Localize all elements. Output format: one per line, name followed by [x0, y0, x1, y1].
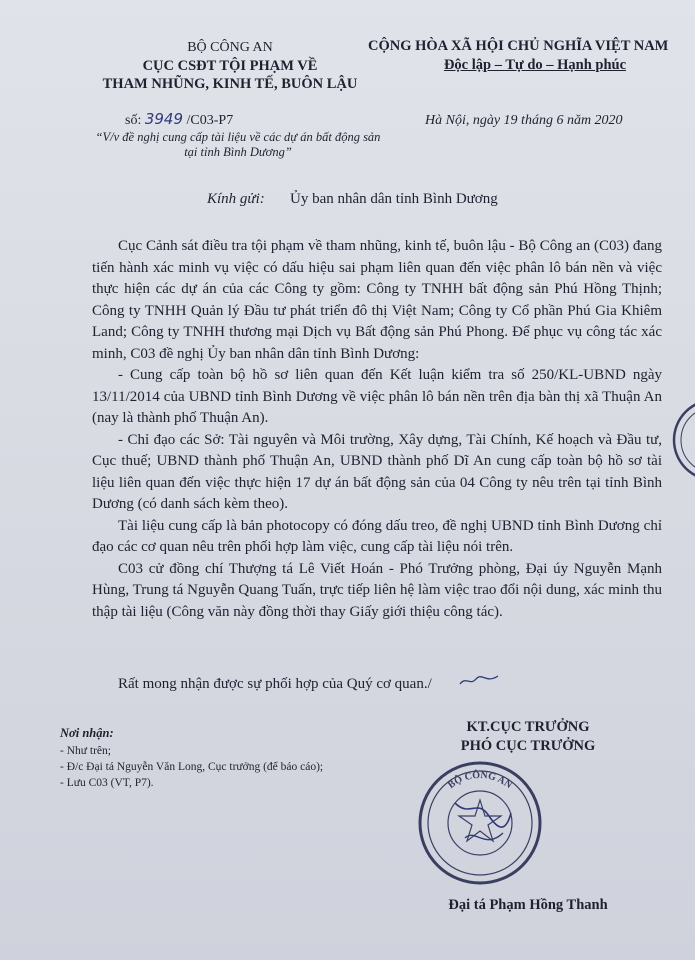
doc-number-handwritten: 3949	[144, 110, 184, 128]
body-paragraph-2: - Cung cấp toàn bộ hồ sơ liên quan đến Kết luận kiểm tra số 250/KL-UBND ngày 13/11/2014 của UBND tỉnh Bình Dương về việc phân lô bán nền trên địa bàn thị xã Thuận An (nay là thành phố Thuận An).	[92, 367, 662, 426]
partial-side-seal	[672, 395, 695, 485]
recipient-item: - Đ/c Đại tá Nguyễn Văn Long, Cục trưởng (để báo cáo);	[60, 761, 324, 773]
department-name-line2: THAM NHŨNG, KINH TẾ, BUÔN LẬU	[102, 76, 358, 92]
body-paragraph-5: C03 cử đồng chí Thượng tá Lê Viết Hoán - Phó Trưởng phòng, Đại úy Nguyễn Mạnh Hùng, Trung tá Nguyễn Quang Tuấn, trực tiếp liên hệ làm việc trao đổi nội dung, xác minh thu thập tài liệu (Công văn này đồng thời thay Giấy giới thiệu công tác).	[92, 560, 662, 620]
document-number	[125, 110, 233, 129]
recipient-item: - Như trên;	[60, 745, 111, 757]
signer-title-line1: KT.CỤC TRƯỞNG	[466, 719, 590, 735]
body-paragraph-4: Tài liệu cung cấp là bản photocopy có đóng dấu treo, đề nghị UBND tỉnh Bình Dương chỉ đạo các cơ quan nêu trên phối hợp làm việc, cung cấp tài liệu nói trên.	[92, 517, 662, 555]
agency-name: BỘ CÔNG AN	[187, 40, 273, 55]
recipient-item: - Lưu C03 (VT, P7).	[60, 777, 154, 789]
closing-line: Rất mong nhận được sự phối hợp của Quý cơ quan./	[118, 676, 432, 692]
body-paragraph-3: - Chỉ đạo các Sở: Tài nguyên và Môi trường, Xây dựng, Tài Chính, Kế hoạch và Đầu tư, Cục thuế; UBND thành phố Thuận An, UBND thành phố Dĩ An cung cấp toàn bộ hồ sơ tài liệu liên quan đến việc thực hiện 17 dự án bất động sản của 04 Công ty nêu trên tại tỉnh Bình Dương (có danh sách kèm theo).	[92, 431, 662, 512]
document-subject: “V/v đề nghị cung cấp tài liệu về các dự án bất động sản tại tỉnh Bình Dương”	[95, 130, 381, 159]
department-name-line1: CỤC CSĐT TỘI PHẠM VỀ	[142, 58, 318, 74]
signer-title-line2: PHÓ CỤC TRƯỞNG	[460, 738, 596, 754]
letter-body	[92, 236, 662, 623]
greeting-label: Kính gửi:	[207, 191, 265, 207]
body-paragraph-1: Cục Cảnh sát điều tra tội phạm về tham nhũng, kinh tế, buôn lậu - Bộ Công an (C03) đang tiến hành xác minh vụ việc có dấu hiệu sai phạm liên quan đến việc phân lô bán nền và việc thực hiện các dự án của các Công ty gồm: Công ty TNHH bất động sản Phú Hồng Thịnh; Công ty TNHH Quản lý Đầu tư phát triển đô thị Việt Nam; Công ty Cổ phần Phú Gia Khiêm Land; Công ty TNHH thương mại Dịch vụ Bất động sản Phú Phong. Để phục vụ công tác xác minh, C03 đề nghị Ủy ban nhân dân tỉnh Bình Dương:	[92, 238, 662, 362]
place-and-date: Hà Nội, ngày 19 tháng 6 năm 2020	[425, 113, 623, 128]
greeting-recipient: Ủy ban nhân dân tỉnh Bình Dương	[290, 191, 498, 207]
official-seal	[415, 758, 545, 888]
recipients-title: Nơi nhận:	[60, 726, 114, 740]
national-title: CỘNG HÒA XÃ HỘI CHỦ NGHĨA VIỆT NAM	[368, 38, 669, 54]
signer-name: Đại tá Phạm Hồng Thanh	[448, 897, 608, 913]
seal-text: BỘ CÔNG AN	[446, 769, 514, 792]
national-motto: Độc lập – Tự do – Hạnh phúc	[443, 57, 627, 73]
doc-number-prefix: số:	[125, 113, 142, 128]
doc-number-suffix: /C03-P7	[186, 113, 234, 128]
initial-scribble	[458, 670, 500, 690]
